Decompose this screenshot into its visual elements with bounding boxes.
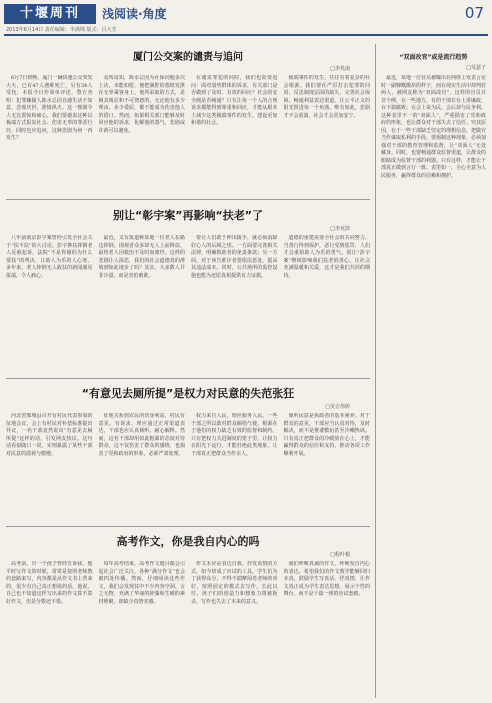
article-column: 征地关系到农民的切身利益，村民有意见、有诉求，理应通过正常渠道表达，干部也应认真倾听、耐心解释。然而，这名干部却用如此粗暴的态度对待群众，这不仅伤害了群众的感情，也损害了党和政府的形象，必须严肃处理。 [98,413,185,457]
article-column: 权力来自人民，理应服务人民。一些干部之所以敢对群众颐指气使，根源在于他们的权力缺乏有效的监督和制约。只有把权力关进制度的笼子里，让权力在阳光下运行，才能杜绝此类现象，让干部真正把群众当作亲人。 [191,413,278,457]
article-toilet-remark [6,381,370,523]
article-headline: 别让“彰宇案”再影响“扶老”了 [113,209,263,222]
article-divider [6,199,370,200]
article-column: 每年高考结束，高考作文题目都会引起社会广泛关注，各种“满分作文”也会被四处传播。然而，仔细阅读这些作文，我们会发现其中不少内容空洞、言之无物，充满了华丽的辞藻和生硬的素材堆砌，却缺少真情实感。 [98,561,185,605]
side-article-author: □吴瑟子 [466,65,486,71]
article-headline: 高考作文，你是我自内心的吗 [116,535,260,548]
article-author: □程叶根 [330,552,350,558]
side-article-two-faced-officials [381,52,486,698]
article-column: 我们呼唤真诚的作文，呼唤发自内心的表达。希望我们的作文教学能够回归本真，鼓励学生写真话、抒真情，让作文真正成为学生表达思想、展示个性的舞台，而不是千篇一律的应试套路。 [283,561,370,597]
article-author: □吴吉伟婷 [325,404,350,410]
article-column: 众所周知，陈水总因为社保问题多次上访，未能如愿，便把满腔的怨愤发泄在无辜乘客身上。他所采取的方式，是极其残忍和不可饶恕的，无论他有多少理由、多少委屈，都不能成为伤害他人的借口。然而，如果相关部门能够及时回应他的诉求，化解他的怨气，悲剧或许就可以避免。 [98,75,185,134]
article-column: 6月7日傍晚，厦门一辆快速公交突发大火，已有47人遇难死亡，另有34人受伤，本报今日作简单评述，警方查明：犯罪嫌疑人陈水总因自感生活不如意，悲观厌世，泄愤纵火。这一惨剧令人无比震惊和痛心，我们要谴责这种以极端方式报复社会、伤害无辜的罪恶行径，同时也应追问，这种悲剧为何一再发生？ [6,75,93,141]
side-article-body: 最近，某地一位官员被曝出在网络上发表言论时一副慷慨激昂的样子，而在现实生活中却判若两人，被网友称为“双面改官”。这样的官员并非个例，在一些地方，有的干部在台上讲廉政，台下搞腐败；在会上说为民，会后却与民争利。这种表里不一的“双面人”，严重损害了党和政府的形象，也让群众对干部失去了信任。究其原因，在于一些干部缺乏坚定的理想信念，把做官当作谋取私利的手段。要遏制这种现象，必须加强对干部的教育管理和监督，让“双面人”无处藏身。同时，也要畅通群众监督渠道，让群众的眼睛成为监督干部的利器。只有这样，才能让干部真正做到言行一致、表里如一，全心全意为人民服务，赢得群众的信赖和拥护。 [381,75,486,179]
masthead [4,4,488,36]
article-pengyu-case [6,203,370,375]
article-column: 八年前南京彭宇案曾经引发全社会关于“扶不扶”的大讨论。彭宇搀扶摔倒老人反被起诉，法院“不是你撞的为什么要扶”的判决，让助人为乐的人心寒。多年来，老人摔倒无人敢扶的新闻屡见报端，令人痛心。 [6,235,93,279]
column-divider [375,44,376,698]
article-column: 道德的重建需要全社会的共同努力。当善行得到保护，恶行受到惩罚，人们才会重拾助人为乐的勇气。别让“彭宇案”继续影响我们扶老的善心，让社会充满温暖和关爱，这才是我们共同的期待。 [283,235,370,279]
article-column: 最近，又有报道称某地一位老人在路边摔倒，围观者众多却无人上前搀扶，最终老人因救治不及时而离世。这样的悲剧让人深思，我们的社会道德真的滑坡到如此地步了吗？其实，大多数人并非冷漠，而是害怕被讹。 [98,235,185,279]
article-author: □李兆南 [330,66,350,72]
article-column: 在谴责罪犯的同时，我们也需要追问：面对弱势群体的诉求，有关部门是否做到了及时、有效的回应？社会的安全阀是否畅通？只有让每一个人的合理诉求都能得到尊重和回应，才能从根本上减少这类极端事件的发生，建设更加和谐的社会。 [191,75,278,126]
article-author: □李克滨 [330,226,350,232]
article-column: 要让人们敢于伸出援手，就必须消除好心人的后顾之忧。一方面要完善相关法律，明确救助者的免责条款；另一方面，对于诬告讹诈者要依法惩处，提高其违法成本。同时，公共场所的监控设施也能为还原真相提供有力证据。 [191,235,278,279]
article-column: 倾听民意是执政者的基本素养。对于群众的意见，干部应当认真对待，及时解决，而不是推诿敷衍甚至冷嘲热讽。只有真正把群众的冷暖放在心上，才能赢得群众的信任和支持，推动各项工作顺利开展。 [283,413,370,457]
issue-info: 2013年6月14日 责任编辑：李满锦 版式：吕大芳 [6,27,117,33]
section-title: 浅阅读·角度 [102,7,167,21]
page-number: 07 [464,4,484,22]
article-divider [6,378,370,379]
side-article-headline: “双面改官”或是流行趋势 [399,54,468,61]
article-gaokao-essay [6,529,370,699]
masthead-rule [4,34,488,36]
article-column: 作文本应是表达自我、抒发真情的方式，如今却成了应试的工具。学生们为了获得高分，不得不揣摩阅卷老师的喜好，按照固定的模式去写作。长此以往，孩子们的创造力和想象力将被扼杀，写作也失去了本来的意义。 [191,561,278,605]
article-column: 河北省邢城县召开有村民代表参加的征地会议，会上有村民对补偿标准提出异议，一名干部竟然说出“有意见去厕所提”这样的话，引发网友热议。这句话看似随口一说，实则暴露了某些干部对民意的漠视与傲慢。 [6,413,93,457]
article-divider [6,526,370,527]
article-column: 高考前，有一个孩子曾经告诉我，他平时写作文的时候，常常是按照老师教的套路来写，内容都是从作文书上背来的，很少有自己真正想说的话。他说，自己也不知道这样写出来的作文算不算好作文，但是分数还不错。 [6,561,93,605]
article-headline: “有意见去厕所提”是权力对民意的失范张狂 [81,387,295,400]
masthead-logo: 十堰周刊 [4,4,96,24]
article-headline: 厦门公交案的谴责与追问 [133,52,243,63]
article-xiamen-bus [6,44,370,196]
article-column: 极端事件的发生，往往有着复杂的社会根源。我们要在严厉打击犯罪的同时，反思制度层面的缺失，完善社会保障，畅通利益表达渠道，让公平正义的阳光照进每一个角落。唯有如此，悲剧才不会重演，社会才会更加安宁。 [283,75,370,119]
